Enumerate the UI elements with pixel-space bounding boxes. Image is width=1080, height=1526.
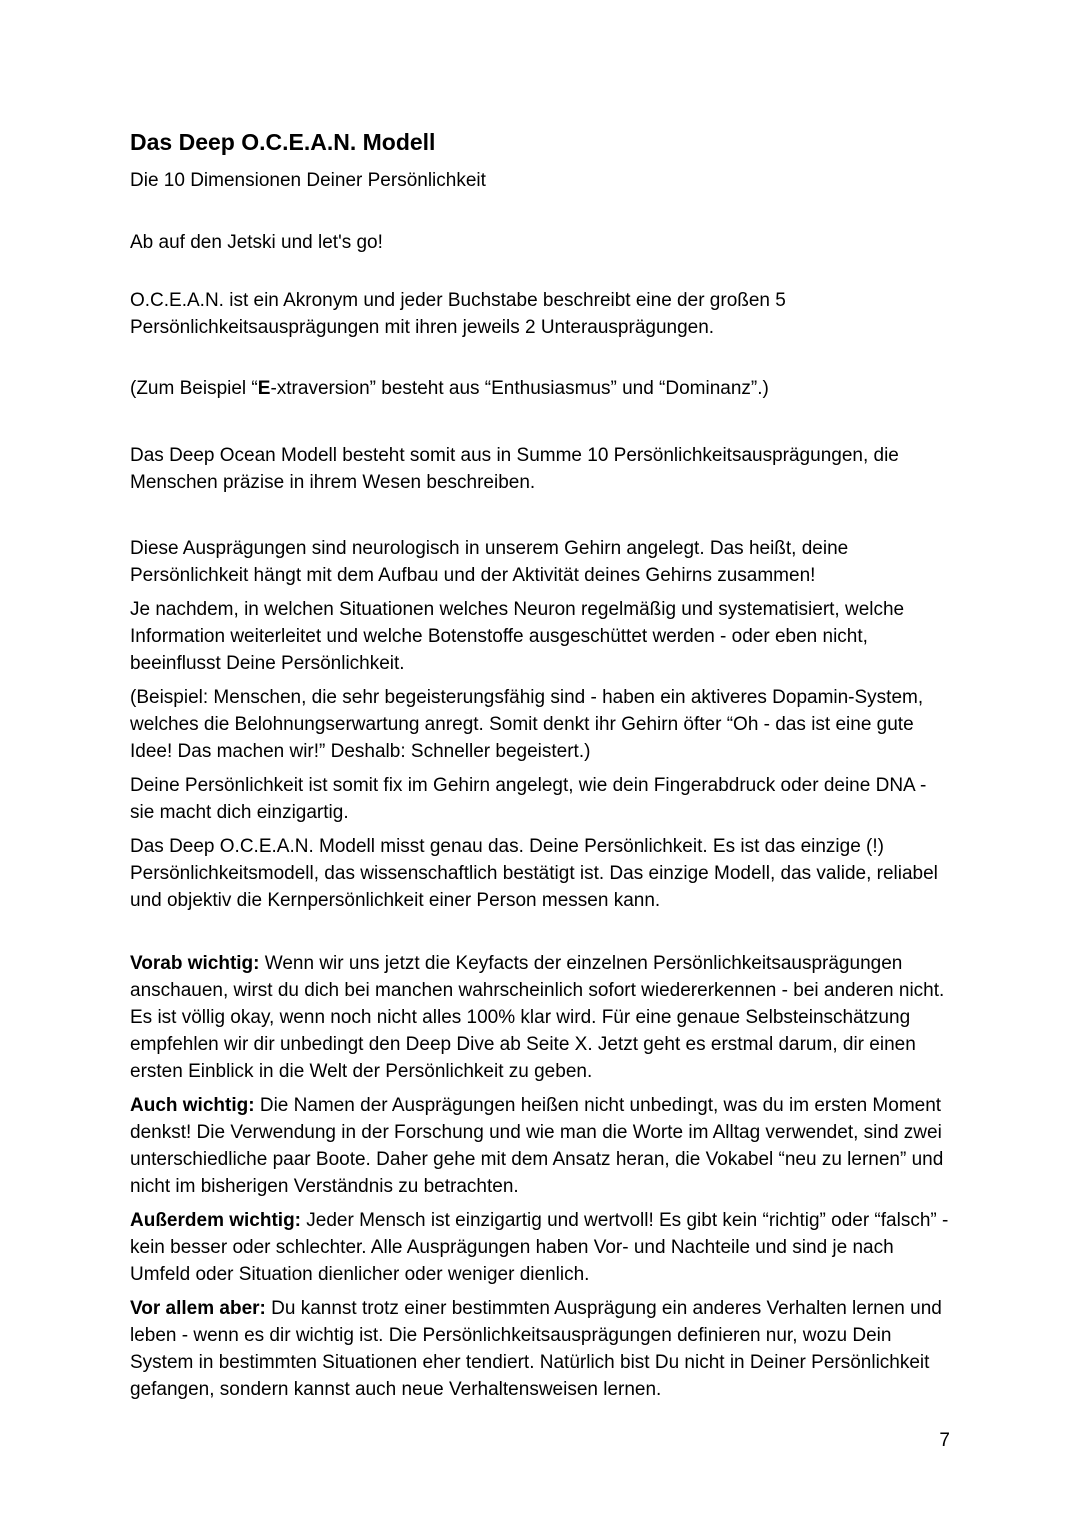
paragraph-acronym: O.C.E.A.N. ist ein Akronym und jeder Buchstabe beschreibt eine der großen 5 Persönlichkeitsausprägungen mit ihren jeweils 2 Unterausprägungen. — [130, 290, 786, 338]
example-text-pre: (Zum Beispiel “ — [130, 378, 258, 399]
paragraph-neurology: Diese Ausprägungen sind neurologisch in unserem Gehirn angelegt. Das heißt, deine Persönlichkeit hängt mit dem Aufbau und der Aktivität deines Gehirns zusammen! — [130, 538, 849, 586]
paragraph-spacer — [130, 921, 950, 950]
page-title: Das Deep O.C.E.A.N. Modell — [130, 129, 436, 155]
note-text: Die Namen der Ausprägungen heißen nicht unbedingt, was du im ersten Moment denkst! Die Verwendung in der Forschung und wie man die Worte im Alltag verwendet, sind zwei unterschiedliche paar Boote. Daher gehe mit dem Ansatz heran, die Vokabel “neu zu lernen” und nicht im bisherigen Verständnis zu betrachten. — [130, 1095, 944, 1197]
note-ausserdem-wichtig — [130, 1207, 950, 1288]
paragraph-fingerprint: Deine Persönlichkeit ist somit fix im Gehirn angelegt, wie dein Fingerabdruck oder deine DNA - sie macht dich einzigartig. — [130, 775, 927, 823]
paragraph-jetski: Ab auf den Jetski und let's go! — [130, 232, 383, 253]
paragraph-spacer — [130, 348, 950, 375]
note-prefix: Vor allem aber: — [130, 1298, 266, 1319]
paragraph-spacer — [130, 201, 950, 229]
paragraph-spacer — [130, 503, 950, 535]
example-bold-letter: E — [257, 378, 271, 399]
paragraph-example — [130, 375, 950, 402]
note-text: Du kannst trotz einer bestimmten Ausprägung ein anderes Verhalten lernen und leben - wenn es dir wichtig ist. Die Persönlichkeitsausprägungen definieren nur, wozu Dein System in bestimmten Situationen eher tendiert. Natürlich bist Du nicht in Deiner Persönlichkeit gefangen, sondern kannst auch neue Verhaltensweisen lernen. — [130, 1298, 942, 1400]
paragraph-summary: Das Deep Ocean Modell besteht somit aus in Summe 10 Persönlichkeitsausprägungen, die Menschen präzise in ihrem Wesen beschreiben. — [130, 445, 899, 493]
paragraph-spacer — [130, 263, 950, 287]
note-prefix: Auch wichtig: — [130, 1095, 255, 1116]
note-vorab-wichtig — [130, 950, 950, 1085]
note-text: Jeder Mensch ist einzigartig und wertvoll! Es gibt kein “richtig” oder “falsch” - kein besser oder schlechter. Alle Ausprägungen haben Vor- und Nachteile und sind je nach Umfeld oder Situation dienlicher oder weniger dienlich. — [130, 1210, 949, 1285]
note-prefix: Vorab wichtig: — [130, 953, 260, 974]
note-text: Wenn wir uns jetzt die Keyfacts der einzelnen Persönlichkeitsausprägungen anschauen, wirst du dich bei manchen wahrscheinlich sofort wiedererkennen - bei anderen nicht. Es ist völlig okay, wenn noch nicht alles 100% klar wird. Für eine genaue Selbsteinschätzung empfehlen wir dir unbedingt den Deep Dive ab Seite X. Jetzt geht es erstmal darum, dir einen ersten Einblick in die Welt der Persönlichkeit zu geben. — [130, 953, 945, 1082]
note-auch-wichtig — [130, 1092, 950, 1200]
note-prefix: Außerdem wichtig: — [130, 1210, 302, 1231]
paragraph-dopamine-example: (Beispiel: Menschen, die sehr begeisterungsfähig sind - haben ein aktiveres Dopamin-System, welches die Belohnungserwartung anregt. Somit denkt ihr Gehirn öfter “Oh - das ist eine gute Idee! Das machen wir!” Deshalb: Schneller begeistert.) — [130, 687, 924, 762]
example-text-post: -xtraversion” besteht aus “Enthusiasmus” und “Dominanz”.) — [270, 378, 769, 399]
page-subtitle: Die 10 Dimensionen Deiner Persönlichkeit — [130, 170, 486, 191]
paragraph-spacer — [130, 409, 950, 442]
note-vor-allem-aber — [130, 1295, 950, 1403]
page-number: 7 — [939, 1430, 950, 1451]
paragraph-model-measures: Das Deep O.C.E.A.N. Modell misst genau das. Deine Persönlichkeit. Es ist das einzige (!) Persönlichkeitsmodell, das wissenschaftlich bestätigt ist. Das einzige Modell, das valide, reliabel und objektiv die Kernpersönlichkeit einer Person messen kann. — [130, 836, 938, 911]
paragraph-neurons: Je nachdem, in welchen Situationen welches Neuron regelmäßig und systematisiert, welche Information weiterleitet und welche Botenstoffe ausgeschüttet werden - oder eben nicht, beeinflusst Deine Persönlichkeit. — [130, 599, 905, 674]
